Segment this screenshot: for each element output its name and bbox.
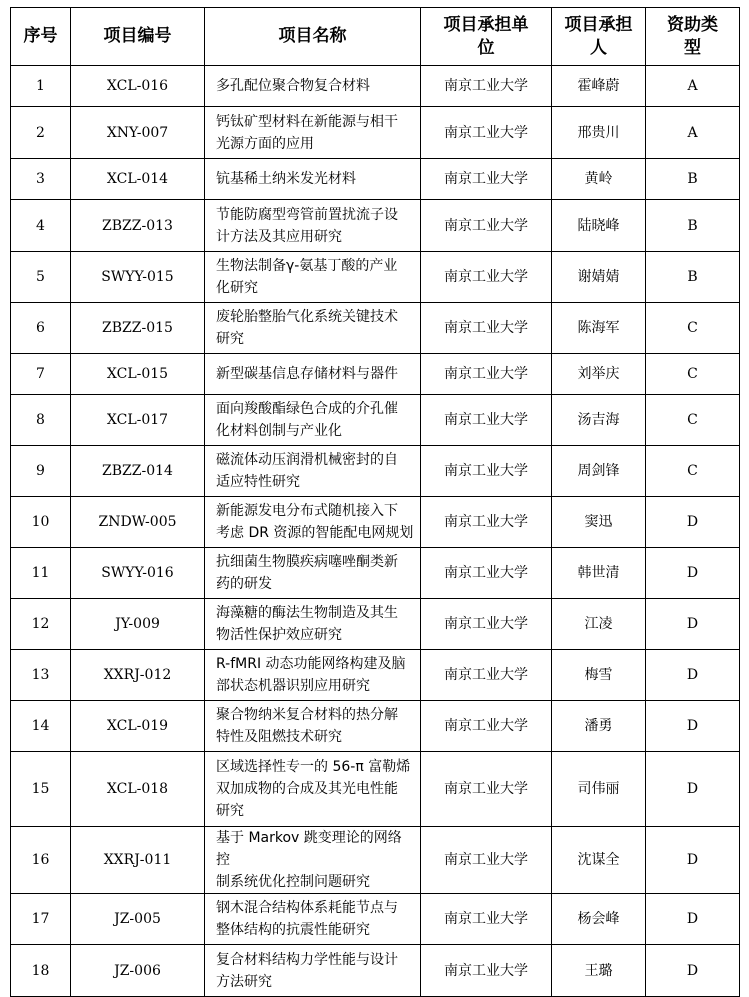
project-name-line: 钙钛矿型材料在新能源与相干: [216, 113, 398, 130]
row-unit: 南京工业大学: [421, 599, 552, 650]
header-unit-line2: 位: [477, 37, 495, 58]
row-person: 窦迅: [552, 497, 646, 548]
row-project-code: XNY-007: [71, 107, 205, 159]
project-name-line: 生物法制备γ-氨基丁酸的产业: [216, 258, 398, 274]
row-unit: 南京工业大学: [421, 752, 552, 827]
project-name-line: 药的研发: [216, 576, 272, 592]
row-person: 王璐: [552, 945, 646, 997]
row-unit: 南京工业大学: [421, 303, 552, 354]
row-funding-type: A: [646, 107, 740, 159]
project-name-line: 节能防腐型弯管前置扰流子设: [216, 206, 398, 223]
row-unit: 南京工业大学: [421, 107, 552, 159]
row-project-name: [205, 159, 421, 200]
table-row: [11, 200, 740, 252]
row-project-name: [205, 446, 421, 497]
table-row: [11, 752, 740, 827]
row-project-name: [205, 107, 421, 159]
header-code: 项目编号: [71, 8, 205, 66]
row-seq: 2: [11, 107, 71, 159]
table-row: [11, 159, 740, 200]
table-row: [11, 701, 740, 752]
table-row: [11, 599, 740, 650]
row-person: 陈海军: [552, 303, 646, 354]
project-name-line: 钪基稀土纳米发光材料: [216, 171, 356, 187]
row-project-name: [205, 395, 421, 446]
row-unit: 南京工业大学: [421, 354, 552, 395]
header-person: [552, 8, 646, 66]
row-project-name: [205, 650, 421, 701]
row-project-name: [205, 548, 421, 599]
row-unit: 南京工业大学: [421, 827, 552, 894]
project-name-line: 特性及阻燃技术研究: [216, 729, 342, 745]
row-person: 黄岭: [552, 159, 646, 200]
row-person: 汤吉海: [552, 395, 646, 446]
row-funding-type: A: [646, 66, 740, 107]
row-seq: 16: [11, 827, 71, 894]
row-project-name: [205, 945, 421, 997]
row-seq: 1: [11, 66, 71, 107]
row-seq: 5: [11, 252, 71, 303]
row-funding-type: C: [646, 446, 740, 497]
row-project-code: ZBZZ-013: [71, 200, 205, 252]
header-person-line2: 人: [590, 37, 607, 58]
row-person: 潘勇: [552, 701, 646, 752]
table-row: [11, 497, 740, 548]
project-funding-table: [10, 7, 740, 997]
row-project-code: XXRJ-012: [71, 650, 205, 701]
row-person: 刘举庆: [552, 354, 646, 395]
row-project-code: ZNDW-005: [71, 497, 205, 548]
row-person: 江凌: [552, 599, 646, 650]
row-person: 谢婧婧: [552, 252, 646, 303]
project-name-line: 复合材料结构力学性能与设计: [216, 951, 398, 968]
row-funding-type: D: [646, 827, 740, 894]
row-seq: 9: [11, 446, 71, 497]
row-seq: 3: [11, 159, 71, 200]
row-funding-type: D: [646, 752, 740, 827]
table-row: [11, 107, 740, 159]
row-seq: 12: [11, 599, 71, 650]
row-seq: 18: [11, 945, 71, 997]
row-unit: 南京工业大学: [421, 395, 552, 446]
row-person: 梅雪: [552, 650, 646, 701]
row-person: 韩世清: [552, 548, 646, 599]
row-project-name: [205, 200, 421, 252]
row-seq: 17: [11, 894, 71, 945]
table-row: [11, 446, 740, 497]
project-name-line: 方法研究: [216, 973, 272, 990]
project-name-line: 抗细菌生物膜疾病噻唑酮类新: [216, 554, 398, 570]
project-name-line: 整体结构的抗震性能研究: [216, 922, 370, 938]
table-row: [11, 945, 740, 997]
row-funding-type: D: [646, 701, 740, 752]
row-project-name: [205, 599, 421, 650]
row-project-code: XCL-017: [71, 395, 205, 446]
row-project-code: XXRJ-011: [71, 827, 205, 894]
row-seq: 6: [11, 303, 71, 354]
project-name-line: 考虑 DR 资源的智能配电网规划: [216, 525, 414, 541]
row-seq: 14: [11, 701, 71, 752]
row-project-code: ZBZZ-014: [71, 446, 205, 497]
row-project-code: ZBZZ-015: [71, 303, 205, 354]
table-row: [11, 827, 740, 894]
row-project-name: [205, 66, 421, 107]
row-unit: 南京工业大学: [421, 159, 552, 200]
project-name-line: 钢木混合结构体系耗能节点与: [216, 900, 398, 916]
header-seq: 序号: [11, 8, 71, 66]
project-name-line: 面向羧酸酯绿色合成的介孔催: [216, 401, 398, 417]
row-project-code: XCL-019: [71, 701, 205, 752]
table-header-row: [11, 8, 740, 66]
row-project-code: JZ-005: [71, 894, 205, 945]
row-funding-type: B: [646, 252, 740, 303]
project-name-line: 区域选择性专一的 56-π 富勒烯: [216, 759, 411, 775]
row-project-name: [205, 252, 421, 303]
row-funding-type: D: [646, 650, 740, 701]
project-name-line: 磁流体动压润滑机械密封的自: [216, 452, 398, 468]
row-unit: 南京工业大学: [421, 701, 552, 752]
row-funding-type: C: [646, 354, 740, 395]
row-unit: 南京工业大学: [421, 548, 552, 599]
row-seq: 7: [11, 354, 71, 395]
project-name-line: 计方法及其应用研究: [216, 228, 342, 245]
row-project-name: [205, 752, 421, 827]
row-funding-type: D: [646, 945, 740, 997]
table-row: [11, 395, 740, 446]
table-row: [11, 66, 740, 107]
row-funding-type: D: [646, 599, 740, 650]
project-name-line: 双加成物的合成及其光电性能: [216, 781, 398, 797]
row-seq: 4: [11, 200, 71, 252]
row-funding-type: B: [646, 200, 740, 252]
row-person: 陆晓峰: [552, 200, 646, 252]
project-name-line: 部状态机器识别应用研究: [216, 678, 370, 694]
row-funding-type: B: [646, 159, 740, 200]
row-project-name: [205, 497, 421, 548]
table-row: [11, 252, 740, 303]
row-person: 杨会峰: [552, 894, 646, 945]
project-name-line: 物活性保护效应研究: [216, 627, 342, 643]
row-project-name: [205, 894, 421, 945]
row-person: 邢贵川: [552, 107, 646, 159]
header-unit: [421, 8, 552, 66]
row-unit: 南京工业大学: [421, 66, 552, 107]
row-funding-type: C: [646, 395, 740, 446]
table-row: [11, 548, 740, 599]
row-funding-type: D: [646, 548, 740, 599]
table-row: [11, 354, 740, 395]
row-person: 周剑锋: [552, 446, 646, 497]
header-type-line1: 资助类: [667, 14, 718, 35]
row-unit: 南京工业大学: [421, 650, 552, 701]
project-name-line: 新能源发电分布式随机接入下: [216, 503, 398, 519]
project-name-line: 新型碳基信息存储材料与器件: [216, 366, 398, 382]
row-project-code: XCL-014: [71, 159, 205, 200]
row-unit: 南京工业大学: [421, 252, 552, 303]
table-row: [11, 303, 740, 354]
row-funding-type: C: [646, 303, 740, 354]
row-project-name: [205, 354, 421, 395]
table-row: [11, 650, 740, 701]
row-person: 沈谋全: [552, 827, 646, 894]
project-name-line: 废轮胎整胎气化系统关键技术: [216, 309, 398, 325]
row-project-code: SWYY-016: [71, 548, 205, 599]
project-name-line: 聚合物纳米复合材料的热分解: [216, 707, 398, 723]
row-seq: 11: [11, 548, 71, 599]
project-name-line: 适应特性研究: [216, 474, 300, 490]
project-name-line: 研究: [216, 803, 244, 819]
project-name-line: 光源方面的应用: [216, 135, 314, 152]
project-name-line: 研究: [216, 331, 244, 347]
project-name-line: 多孔配位聚合物复合材料: [216, 78, 370, 94]
row-project-code: XCL-015: [71, 354, 205, 395]
header-type: [646, 8, 740, 66]
row-person: 司伟丽: [552, 752, 646, 827]
table-body: [11, 66, 740, 997]
header-person-line1: 项目承担: [564, 14, 633, 35]
row-unit: 南京工业大学: [421, 497, 552, 548]
project-name-line: R-fMRI 动态功能网络构建及脑: [216, 656, 406, 672]
row-funding-type: D: [646, 497, 740, 548]
row-unit: 南京工业大学: [421, 894, 552, 945]
row-funding-type: D: [646, 894, 740, 945]
row-project-code: JY-009: [71, 599, 205, 650]
row-project-name: [205, 303, 421, 354]
row-seq: 13: [11, 650, 71, 701]
row-unit: 南京工业大学: [421, 200, 552, 252]
row-project-code: XCL-018: [71, 752, 205, 827]
header-type-line2: 型: [684, 37, 701, 58]
row-project-name: [205, 827, 421, 894]
row-seq: 10: [11, 497, 71, 548]
row-seq: 8: [11, 395, 71, 446]
row-unit: 南京工业大学: [421, 945, 552, 997]
row-project-code: JZ-006: [71, 945, 205, 997]
project-name-line: 海藻糖的酶法生物制造及其生: [216, 605, 398, 621]
row-project-code: XCL-016: [71, 66, 205, 107]
header-name: 项目名称: [205, 8, 421, 66]
row-project-code: SWYY-015: [71, 252, 205, 303]
table-row: [11, 894, 740, 945]
project-name-line: 基于 Markov 跳变理论的网络控: [216, 830, 402, 868]
row-seq: 15: [11, 752, 71, 827]
project-name-line: 制系统优化控制问题研究: [216, 874, 370, 890]
project-name-line: 化材料创制与产业化: [216, 423, 342, 439]
row-project-name: [205, 701, 421, 752]
row-unit: 南京工业大学: [421, 446, 552, 497]
row-person: 霍峰蔚: [552, 66, 646, 107]
project-name-line: 化研究: [216, 280, 258, 296]
header-unit-line1: 项目承担单: [443, 14, 529, 35]
